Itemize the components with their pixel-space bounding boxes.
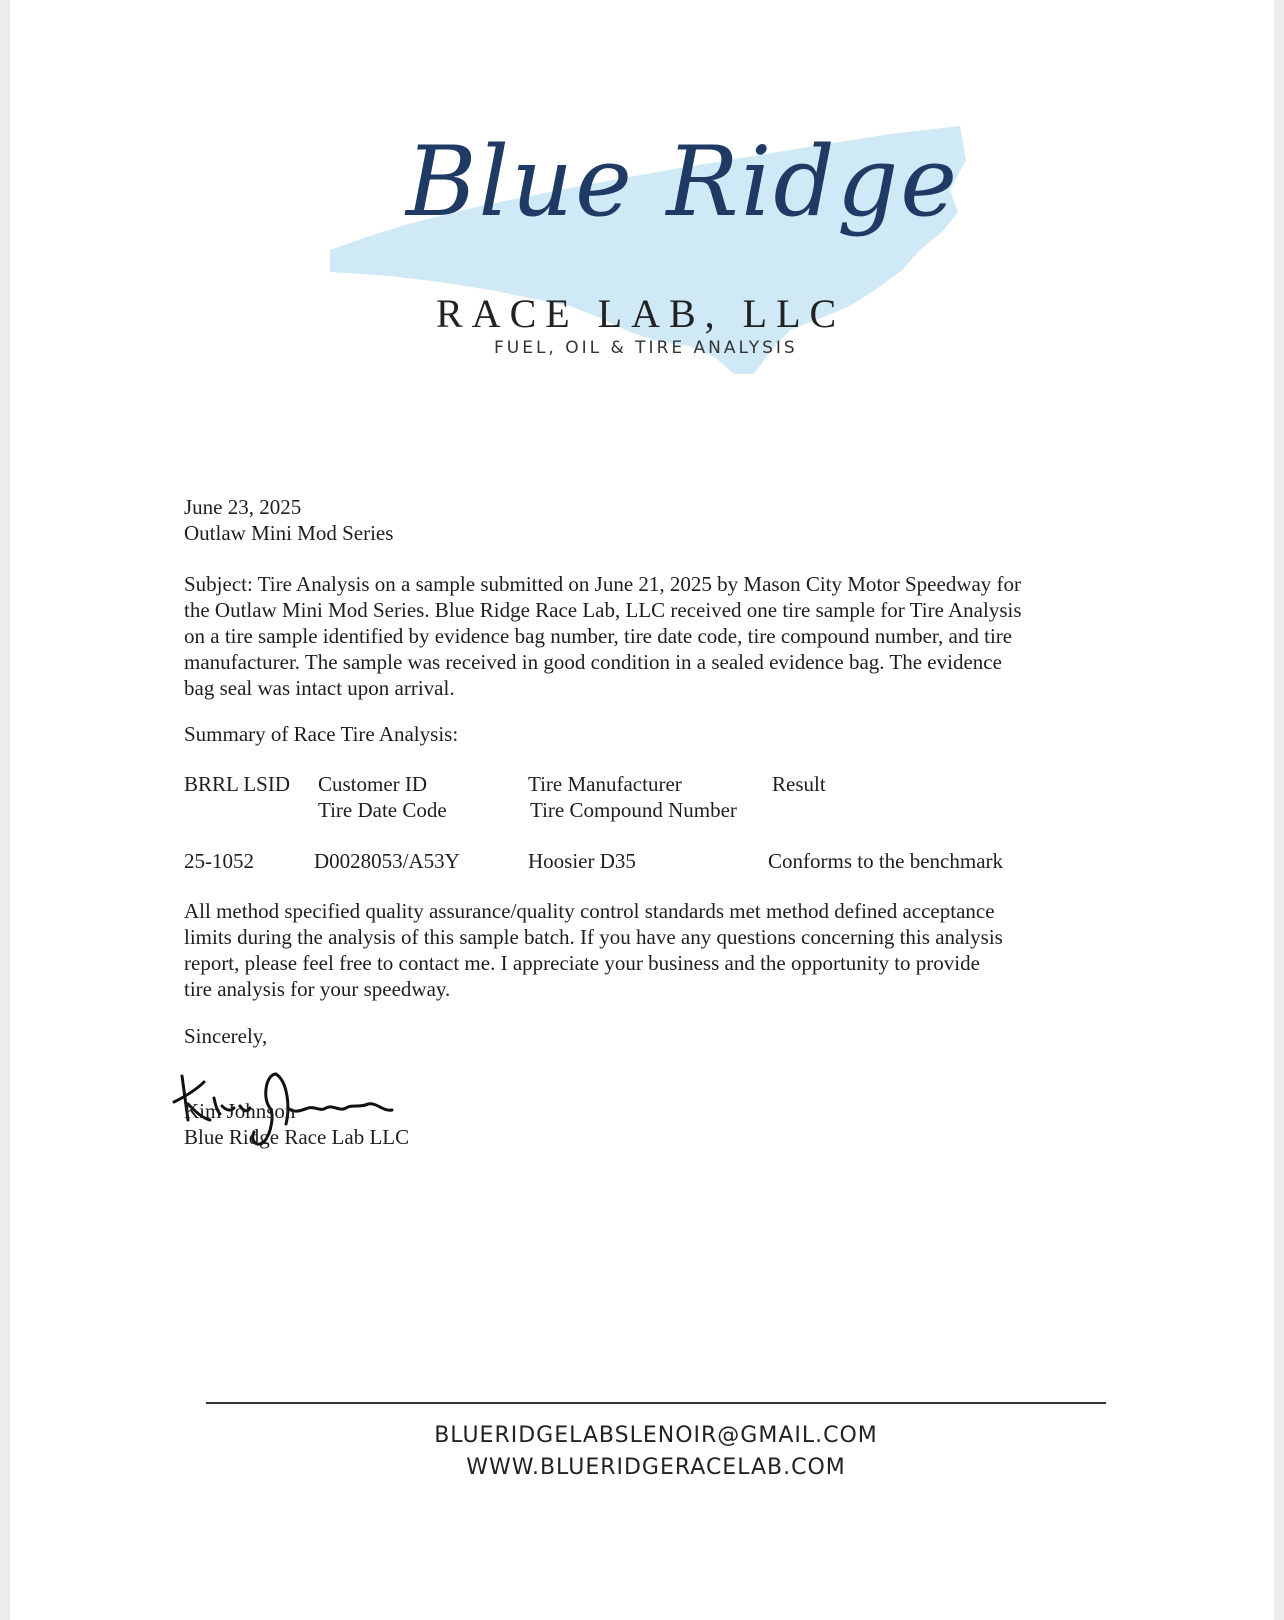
header-customer-id: Customer ID — [318, 772, 428, 796]
footer-email: BLUERIDGELABSLENOIR@GMAIL.COM — [434, 1423, 878, 1448]
subject-line: manufacturer. The sample was received in good condition in a sealed evidence bag. The evidence — [184, 650, 1002, 674]
subject-line: the Outlaw Mini Mod Series. Blue Ridge Race Lab, LLC received one tire sample for Tire Analysis — [184, 598, 1022, 622]
footer-website: WWW.BLUERIDGERACELAB.COM — [466, 1455, 846, 1480]
signer-company: Blue Ridge Race Lab LLC — [184, 1125, 410, 1149]
signoff: Sincerely, — [184, 1024, 268, 1048]
logo-company-name: RACE LAB, LLC — [436, 291, 846, 336]
letter-recipient: Outlaw Mini Mod Series — [184, 521, 394, 545]
closing-line: limits during the analysis of this sample batch. If you have any questions concerning this analysis — [184, 925, 1003, 949]
closing-line: report, please feel free to contact me. I appreciate your business and the opportunity to provide — [184, 951, 980, 975]
logo-script-name: Blue Ridge — [406, 126, 960, 238]
subject-line: Subject: Tire Analysis on a sample submitted on June 21, 2025 by Mason City Motor Speedway for — [184, 572, 1022, 596]
header-tire-date-code: Tire Date Code — [318, 798, 447, 822]
closing-line: All method specified quality assurance/quality control standards met method defined acceptance — [184, 899, 995, 923]
signer-name: Kim Johnson — [184, 1099, 296, 1123]
footer-divider — [206, 1402, 1106, 1404]
header-tire-compound: Tire Compound Number — [530, 798, 737, 822]
subject-paragraph — [184, 571, 1104, 701]
table-cell-result: Conforms to the benchmark — [768, 849, 1004, 873]
closing-line: tire analysis for your speedway. — [184, 977, 451, 1001]
header-result: Result — [772, 772, 826, 796]
summary-heading: Summary of Race Tire Analysis: — [184, 722, 459, 746]
letter-page — [10, 0, 1274, 1620]
table-cell-lsid: 25-1052 — [184, 849, 254, 873]
header-tire-manufacturer: Tire Manufacturer — [528, 772, 682, 796]
letter-date: June 23, 2025 — [184, 495, 302, 519]
header-lsid: BRRL LSID — [184, 772, 290, 796]
closing-paragraph — [184, 898, 1104, 1002]
subject-line: bag seal was intact upon arrival. — [184, 676, 455, 700]
logo-tagline: FUEL, OIL & TIRE ANALYSIS — [494, 338, 798, 358]
table-cell-customer-id: D0028053/A53Y — [314, 849, 460, 873]
letterhead-logo — [330, 120, 1010, 400]
table-cell-manufacturer: Hoosier D35 — [528, 849, 636, 873]
subject-line: on a tire sample identified by evidence bag number, tire date code, tire compound number, and tire — [184, 624, 1013, 648]
